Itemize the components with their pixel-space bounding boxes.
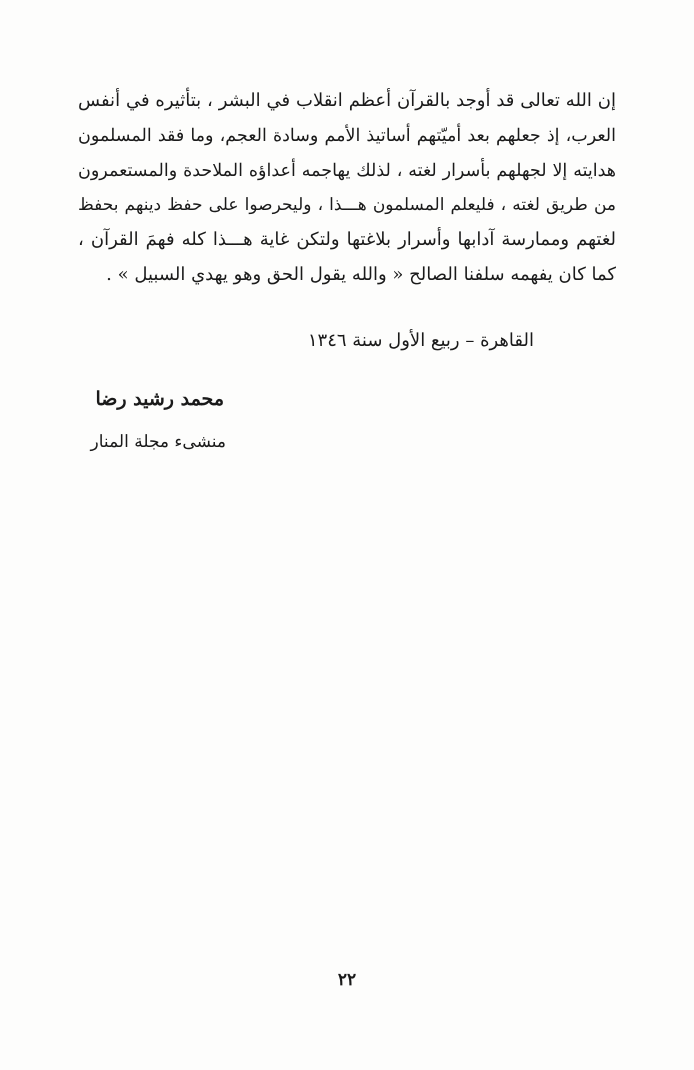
body-line: إن الله تعالى قد أوجد بالقرآن أعظم انقلاب في البشر ، بتأثيره في أنفس <box>78 90 616 111</box>
body-line: كما كان يفهمه سلفنا الصالح « والله يقول الحق وهو يهدي السبيل » . <box>106 263 616 285</box>
signature-role: منشىء مجلة المنار <box>90 432 226 452</box>
body-line: من طريق لغته ، فليعلم المسلمون هـــذا ، وليحرصوا على حفظ دينهم بحفظ <box>78 195 616 216</box>
body-paragraph <box>78 84 616 293</box>
place-date-line: القاهرة – ربيع الأول سنة ١٣٤٦ <box>307 330 534 351</box>
page-number: ٢٢ <box>337 970 357 990</box>
body-line: لغتهم وممارسة آدابها وأسرار بلاغتها ولتكن غاية هـــذا كله فهمَ القرآن ، <box>78 229 616 251</box>
body-line: العرب، إذ جعلهم بعد أميّتهم أساتيذ الأمم وسادة العجم، وما فقد المسلمون <box>78 125 616 146</box>
signature-name: محمد رشيد رضا <box>95 388 224 410</box>
body-line: هدايته إلا لجهلهم بأسرار لغته ، لذلك يهاجمه أعداؤه الملاحدة والمستعمرون <box>78 160 616 181</box>
